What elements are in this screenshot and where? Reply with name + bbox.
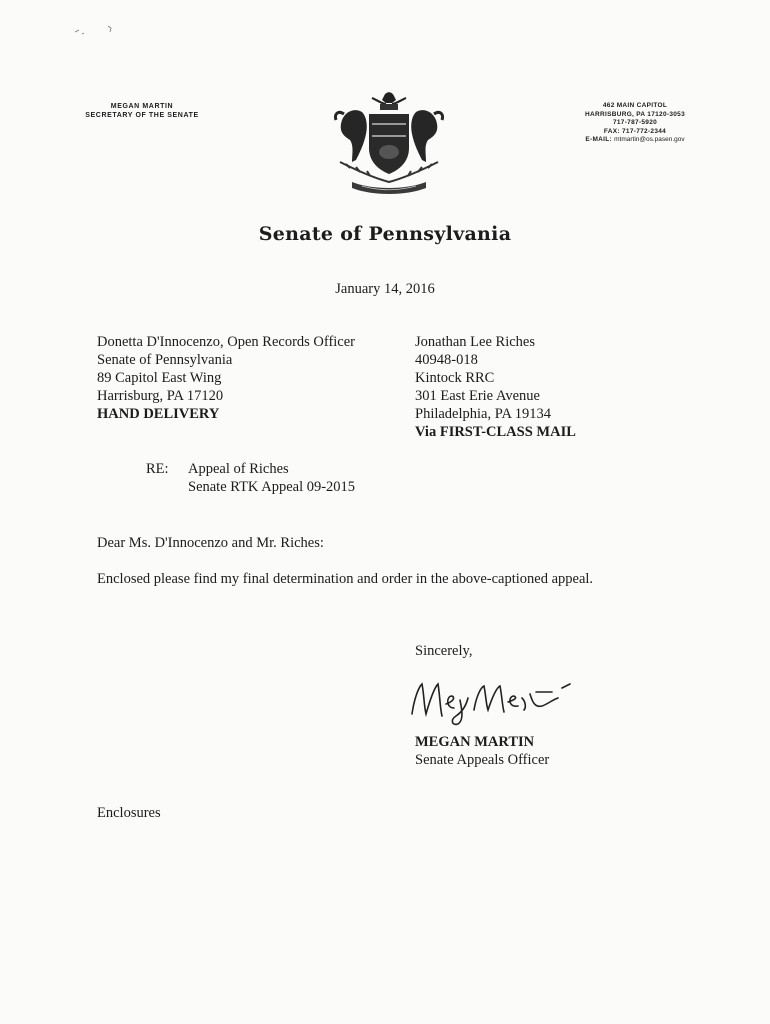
recipient-right-line: 40948-018 bbox=[415, 352, 478, 368]
pennsylvania-seal-icon bbox=[322, 90, 456, 196]
senate-title: Senate of Pennsylvania bbox=[258, 223, 512, 245]
re-subject bbox=[188, 460, 355, 496]
letterhead-left bbox=[76, 102, 208, 120]
recipient-right bbox=[415, 333, 576, 441]
signer-block bbox=[415, 733, 549, 769]
recipient-right-line: Jonathan Lee Riches bbox=[415, 334, 535, 350]
body-paragraph: Enclosed please find my final determination and order in the above-captioned appeal. bbox=[97, 571, 594, 587]
re-subject-line: Senate RTK Appeal 09-2015 bbox=[188, 479, 356, 495]
letterhead-address: 462 MAIN CAPITOL bbox=[602, 102, 668, 109]
recipient-left-line: 89 Capitol East Wing bbox=[97, 370, 222, 386]
recipient-left-line: Harrisburg, PA 17120 bbox=[97, 388, 224, 404]
recipient-right-line: 301 East Erie Avenue bbox=[415, 388, 540, 404]
letterhead-right bbox=[560, 102, 710, 145]
signer-title: Senate Appeals Officer bbox=[415, 752, 550, 768]
letterhead-fax: FAX: 717-772-2344 bbox=[603, 127, 667, 135]
letterhead-city: HARRISBURG, PA 17120-3053 bbox=[585, 110, 685, 118]
letter-date: January 14, 2016 bbox=[335, 281, 435, 297]
delivery-method-right: Via FIRST-CLASS MAIL bbox=[415, 424, 576, 440]
letterhead-position: SECRETARY OF THE SENATE bbox=[85, 112, 199, 119]
recipient-left bbox=[97, 333, 355, 423]
email-address: mtmartin@os.pasen.gov bbox=[614, 136, 685, 143]
letterhead-email bbox=[560, 136, 710, 145]
recipient-right-line: Kintock RRC bbox=[415, 370, 495, 386]
salutation: Dear Ms. D'Innocenzo and Mr. Riches: bbox=[97, 535, 324, 551]
re-label: RE: bbox=[146, 461, 169, 477]
letterhead-name: MEGAN MARTIN bbox=[110, 103, 174, 110]
email-label: E-MAIL: bbox=[585, 136, 612, 143]
re-subject-line: Appeal of Riches bbox=[188, 461, 289, 477]
enclosures-note: Enclosures bbox=[97, 805, 161, 821]
handwritten-signature bbox=[402, 670, 592, 726]
recipient-left-line: Senate of Pennsylvania bbox=[97, 352, 233, 368]
scan-artifact-mark bbox=[70, 18, 120, 42]
recipient-left-line: Donetta D'Innocenzo, Open Records Officer bbox=[97, 334, 356, 350]
signer-name: MEGAN MARTIN bbox=[415, 734, 535, 750]
letterhead-phone: 717-787-5920 bbox=[612, 119, 658, 126]
recipient-right-line: Philadelphia, PA 19134 bbox=[415, 406, 552, 422]
closing: Sincerely, bbox=[415, 643, 473, 659]
delivery-method-left: HAND DELIVERY bbox=[97, 406, 220, 422]
